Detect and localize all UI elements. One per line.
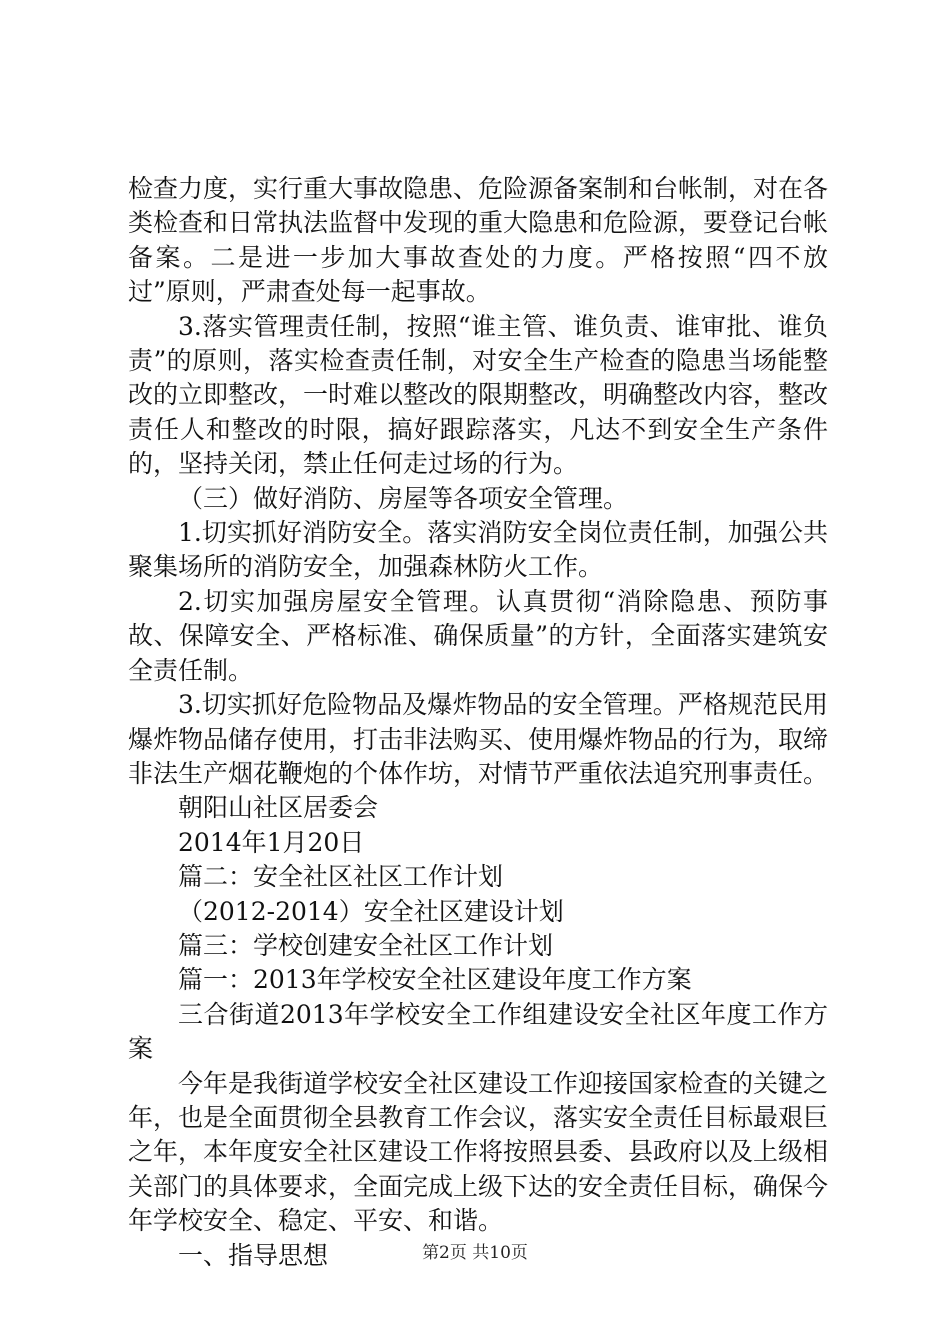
paragraph: 三合街道2013年学校安全工作组建设安全社区年度工作方案 <box>128 999 828 1064</box>
paragraph: 2.切实加强房屋安全管理。认真贯彻“消除隐患、预防事故、保障安全、严格标准、确保质量”的方针，全面落实建筑安全责任制。 <box>128 586 828 685</box>
paragraph: 3.落实管理责任制，按照“谁主管、谁负责、谁审批、谁负责”的原则，落实检查责任制，对安全生产检查的隐患当场能整改的立即整改，一时难以整改的限期整改，明确整改内容，整改责任人和整改的时限，搞好跟踪落实，凡达不到安全生产条件的，坚持关闭，禁止任何走过场的行为。 <box>128 311 829 479</box>
paragraph: 篇三：学校创建安全社区工作计划 <box>178 930 554 960</box>
page-footer: 第2页 共10页 <box>422 1243 528 1263</box>
paragraph: 篇一：2013年学校安全社区建设年度工作方案 <box>178 965 692 995</box>
paragraph: （三）做好消防、房屋等各项安全管理。 <box>178 483 629 513</box>
paragraph: （2012-2014）安全社区建设计划 <box>178 896 564 926</box>
paragraph: 今年是我街道学校安全社区建设工作迎接国家检查的关键之年，也是全面贯彻全县教育工作会议，落实安全责任目标最艰巨之年，本年度安全社区建设工作将按照县委、县政府以及上级相关部门的具体要求，全面完成上级下达的安全责任目标，确保今年学校安全、稳定、平安、和谐。 <box>128 1068 829 1236</box>
paragraph: 1.切实抓好消防安全。落实消防安全岗位责任制，加强公共聚集场所的消防安全，加强森林防火工作。 <box>128 518 828 582</box>
paragraph: 检查力度，实行重大事故隐患、危险源备案制和台帐制，对在各类检查和日常执法监督中发现的重大隐患和危险源，要登记台帐备案。二是进一步加大事故查处的力度。严格按照“四不放过”原则，严肃查处每一起事故。 <box>128 174 829 307</box>
document-body <box>128 172 828 1273</box>
paragraph: 2014年1月20日 <box>178 827 365 857</box>
paragraph: 一、指导思想 <box>178 1240 329 1270</box>
paragraph: 3.切实抓好危险物品及爆炸物品的安全管理。严格规范民用爆炸物品储存使用，打击非法购买、使用爆炸物品的行为，取缔非法生产烟花鞭炮的个体作坊，对情节严重依法追究刑事责任。 <box>128 690 829 788</box>
paragraph: 朝阳山社区居委会 <box>178 793 379 823</box>
paragraph: 篇二：安全社区社区工作计划 <box>178 862 504 892</box>
